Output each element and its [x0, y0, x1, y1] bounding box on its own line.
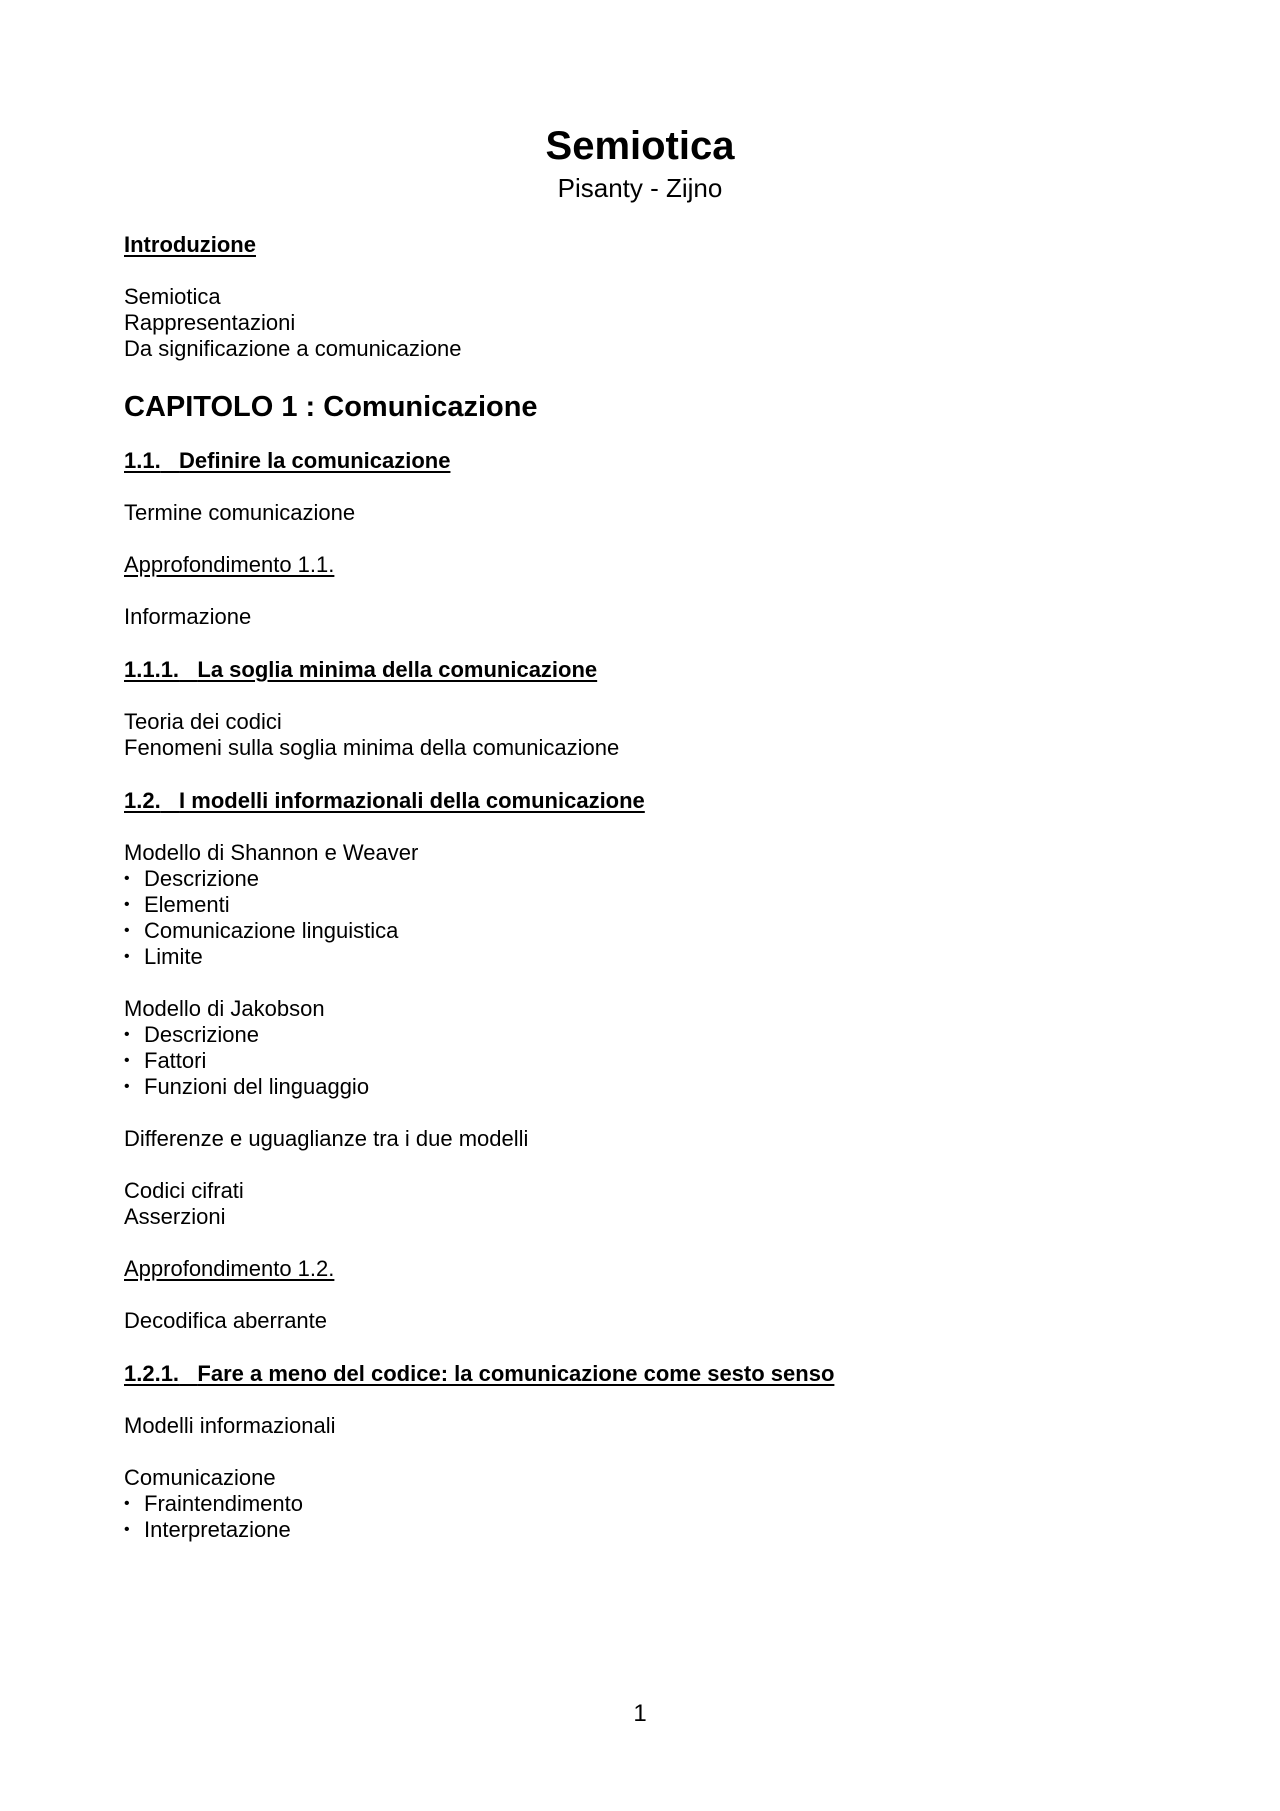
- list-item: Termine comunicazione: [124, 500, 356, 525]
- section-title: La soglia minima della comunicazione: [197, 657, 598, 682]
- list-item: Modello di Shannon e Weaver: [124, 840, 419, 865]
- bullet-item: • Fattori: [124, 1048, 207, 1073]
- section-heading-introduzione: Introduzione: [124, 232, 256, 257]
- document-title: Semiotica: [545, 124, 735, 168]
- section-heading-1-2-1: [124, 1361, 1184, 1387]
- list-item: Decodifica aberrante: [124, 1308, 328, 1333]
- bullet-item: • Descrizione: [124, 1022, 259, 1047]
- bullet-icon: •: [124, 1495, 130, 1512]
- document-body: [124, 232, 1184, 1543]
- bullet-icon: •: [124, 1052, 130, 1069]
- section-title: I modelli informazionali della comunicazione: [179, 788, 645, 813]
- bullet-icon: •: [124, 1521, 130, 1538]
- list-item: Informazione: [124, 604, 252, 629]
- list-item: Semiotica: [124, 284, 221, 309]
- list-item: Comunicazione: [124, 1465, 276, 1490]
- list-item: Modello di Jakobson: [124, 996, 325, 1021]
- section-number: 1.2.: [124, 788, 161, 813]
- section-heading-1-1-1: [124, 657, 1184, 683]
- document-subtitle: Pisanty - Zijno: [557, 173, 723, 203]
- list-item: Asserzioni: [124, 1204, 226, 1229]
- section-title: Fare a meno del codice: la comunicazione come sesto senso: [197, 1361, 835, 1386]
- bullet-icon: •: [124, 1026, 130, 1043]
- list-item: Codici cifrati: [124, 1178, 244, 1203]
- bullet-icon: •: [124, 922, 130, 939]
- section-number: 1.1.: [124, 448, 161, 473]
- chapter-title: CAPITOLO 1 : Comunicazione: [124, 391, 538, 423]
- list-item: Modelli informazionali: [124, 1413, 336, 1438]
- section-heading-1-1: [124, 448, 1184, 474]
- list-item: Rappresentazioni: [124, 310, 296, 335]
- list-item: Da significazione a comunicazione: [124, 336, 462, 361]
- bullet-item: • Fraintendimento: [124, 1491, 303, 1516]
- approfondimento-link: Approfondimento 1.1.: [124, 552, 335, 577]
- page-number: 1: [633, 1700, 647, 1727]
- list-item: Teoria dei codici: [124, 709, 282, 734]
- bullet-item: • Comunicazione linguistica: [124, 918, 399, 943]
- list-item: Fenomeni sulla soglia minima della comunicazione: [124, 735, 620, 760]
- bullet-icon: •: [124, 870, 130, 887]
- section-heading-1-2: [124, 788, 1184, 814]
- bullet-item: • Interpretazione: [124, 1517, 291, 1542]
- approfondimento-link: Approfondimento 1.2.: [124, 1256, 335, 1281]
- bullet-icon: •: [124, 948, 130, 965]
- section-number: 1.1.1.: [124, 657, 180, 682]
- bullet-icon: •: [124, 1078, 130, 1095]
- list-item: Differenze e uguaglianze tra i due modelli: [124, 1126, 529, 1151]
- section-number: 1.2.1.: [124, 1361, 180, 1386]
- bullet-item: • Funzioni del linguaggio: [124, 1074, 370, 1099]
- bullet-item: • Descrizione: [124, 866, 259, 891]
- bullet-icon: •: [124, 896, 130, 913]
- section-title: Definire la comunicazione: [179, 448, 451, 473]
- bullet-item: • Elementi: [124, 892, 230, 917]
- bullet-item: • Limite: [124, 944, 203, 969]
